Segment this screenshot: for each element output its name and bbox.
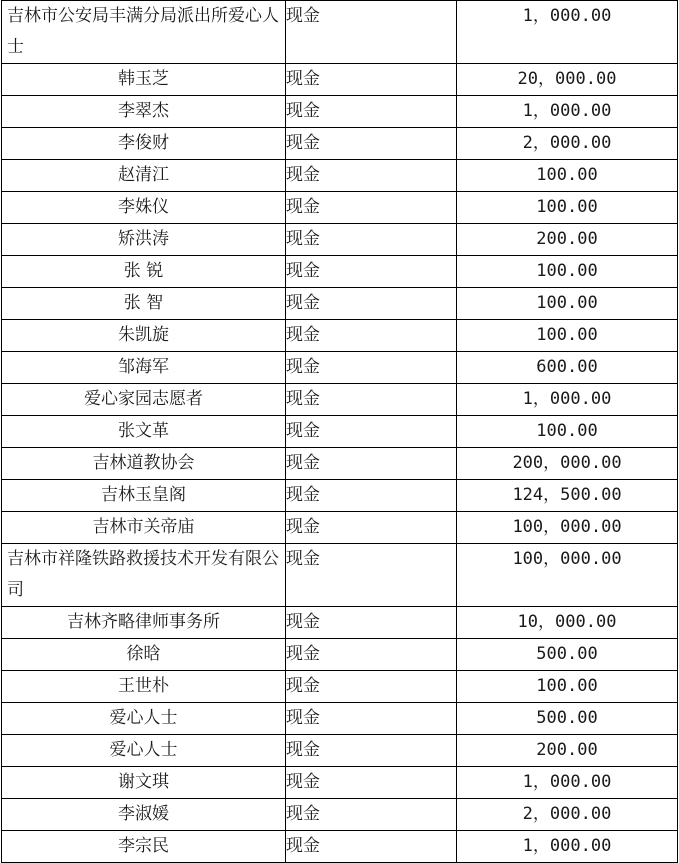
donation-amount-cell: 1，000.00 — [457, 96, 678, 128]
donor-name-cell: 朱凯旋 — [2, 320, 286, 352]
donation-amount-cell: 200.00 — [457, 224, 678, 256]
donation-type-cell: 现金 — [286, 1, 457, 64]
table-row — [2, 352, 678, 384]
donation-amount-cell: 2，000.00 — [457, 799, 678, 831]
donation-amount-cell: 1，000.00 — [457, 384, 678, 416]
donation-type-cell: 现金 — [286, 480, 457, 512]
donation-amount-cell: 600.00 — [457, 352, 678, 384]
table-row — [2, 192, 678, 224]
donation-amount-cell: 20，000.00 — [457, 64, 678, 96]
donor-name-cell: 张文革 — [2, 416, 286, 448]
donation-amount-cell: 500.00 — [457, 703, 678, 735]
donation-amount-cell: 100.00 — [457, 416, 678, 448]
table-row — [2, 384, 678, 416]
donation-type-cell: 现金 — [286, 831, 457, 863]
donation-type-cell: 现金 — [286, 416, 457, 448]
donor-name-cell: 爱心家园志愿者 — [2, 384, 286, 416]
table-row — [2, 288, 678, 320]
donation-type-cell: 现金 — [286, 96, 457, 128]
donation-amount-cell: 200，000.00 — [457, 448, 678, 480]
donation-type-cell: 现金 — [286, 607, 457, 639]
donation-type-cell: 现金 — [286, 639, 457, 671]
donation-table-body — [2, 1, 678, 863]
table-row — [2, 96, 678, 128]
donation-table — [1, 0, 678, 863]
donation-amount-cell: 1，000.00 — [457, 767, 678, 799]
donor-name-cell: 李姝仪 — [2, 192, 286, 224]
donation-amount-cell: 2，000.00 — [457, 128, 678, 160]
donor-name-cell: 张 智 — [2, 288, 286, 320]
donation-type-cell: 现金 — [286, 160, 457, 192]
table-row — [2, 128, 678, 160]
donation-type-cell: 现金 — [286, 703, 457, 735]
table-row — [2, 799, 678, 831]
table-row — [2, 639, 678, 671]
donation-type-cell: 现金 — [286, 224, 457, 256]
donation-type-cell: 现金 — [286, 799, 457, 831]
donor-name-cell: 徐晗 — [2, 639, 286, 671]
donation-amount-cell: 1，000.00 — [457, 1, 678, 64]
table-row — [2, 320, 678, 352]
donor-name-cell: 李宗民 — [2, 831, 286, 863]
donation-amount-cell: 100.00 — [457, 160, 678, 192]
donation-type-cell: 现金 — [286, 192, 457, 224]
table-row — [2, 160, 678, 192]
donation-amount-cell: 200.00 — [457, 735, 678, 767]
donation-type-cell: 现金 — [286, 735, 457, 767]
donation-amount-cell: 100.00 — [457, 192, 678, 224]
donation-type-cell: 现金 — [286, 767, 457, 799]
donation-amount-cell: 10，000.00 — [457, 607, 678, 639]
donation-type-cell: 现金 — [286, 544, 457, 607]
donation-type-cell: 现金 — [286, 352, 457, 384]
donation-type-cell: 现金 — [286, 128, 457, 160]
donor-name-cell: 矫洪涛 — [2, 224, 286, 256]
donation-amount-cell: 100，000.00 — [457, 544, 678, 607]
donation-type-cell: 现金 — [286, 320, 457, 352]
donation-type-cell: 现金 — [286, 671, 457, 703]
donation-type-cell: 现金 — [286, 288, 457, 320]
donor-name-cell: 吉林齐略律师事务所 — [2, 607, 286, 639]
table-row — [2, 607, 678, 639]
donation-type-cell: 现金 — [286, 64, 457, 96]
table-row — [2, 448, 678, 480]
donation-type-cell: 现金 — [286, 512, 457, 544]
table-row — [2, 735, 678, 767]
table-row — [2, 64, 678, 96]
donor-name-cell: 吉林市关帝庙 — [2, 512, 286, 544]
donation-amount-cell: 100.00 — [457, 256, 678, 288]
table-row — [2, 224, 678, 256]
donation-amount-cell: 100.00 — [457, 320, 678, 352]
donor-name-cell: 吉林市公安局丰满分局派出所爱心人士 — [2, 1, 286, 64]
table-row — [2, 831, 678, 863]
donor-name-cell: 张 锐 — [2, 256, 286, 288]
table-row — [2, 256, 678, 288]
donor-name-cell: 吉林道教协会 — [2, 448, 286, 480]
table-row — [2, 767, 678, 799]
table-row — [2, 671, 678, 703]
table-row — [2, 416, 678, 448]
donation-amount-cell: 100，000.00 — [457, 512, 678, 544]
donation-amount-cell: 500.00 — [457, 639, 678, 671]
donation-type-cell: 现金 — [286, 448, 457, 480]
donor-name-cell: 爱心人士 — [2, 703, 286, 735]
donor-name-cell: 李淑媛 — [2, 799, 286, 831]
donor-name-cell: 李俊财 — [2, 128, 286, 160]
donor-name-cell: 爱心人士 — [2, 735, 286, 767]
donor-name-cell: 吉林市祥隆铁路救援技术开发有限公司 — [2, 544, 286, 607]
donor-name-cell: 李翠杰 — [2, 96, 286, 128]
table-row — [2, 480, 678, 512]
donation-amount-cell: 100.00 — [457, 671, 678, 703]
table-row — [2, 544, 678, 607]
donor-name-cell: 吉林玉皇阁 — [2, 480, 286, 512]
table-row — [2, 703, 678, 735]
donor-name-cell: 谢文琪 — [2, 767, 286, 799]
table-row — [2, 1, 678, 64]
donor-name-cell: 邹海军 — [2, 352, 286, 384]
table-row — [2, 512, 678, 544]
donor-name-cell: 韩玉芝 — [2, 64, 286, 96]
donation-amount-cell: 100.00 — [457, 288, 678, 320]
donation-type-cell: 现金 — [286, 384, 457, 416]
donor-name-cell: 王世朴 — [2, 671, 286, 703]
donation-amount-cell: 124，500.00 — [457, 480, 678, 512]
donation-amount-cell: 1，000.00 — [457, 831, 678, 863]
donation-type-cell: 现金 — [286, 256, 457, 288]
donor-name-cell: 赵清江 — [2, 160, 286, 192]
